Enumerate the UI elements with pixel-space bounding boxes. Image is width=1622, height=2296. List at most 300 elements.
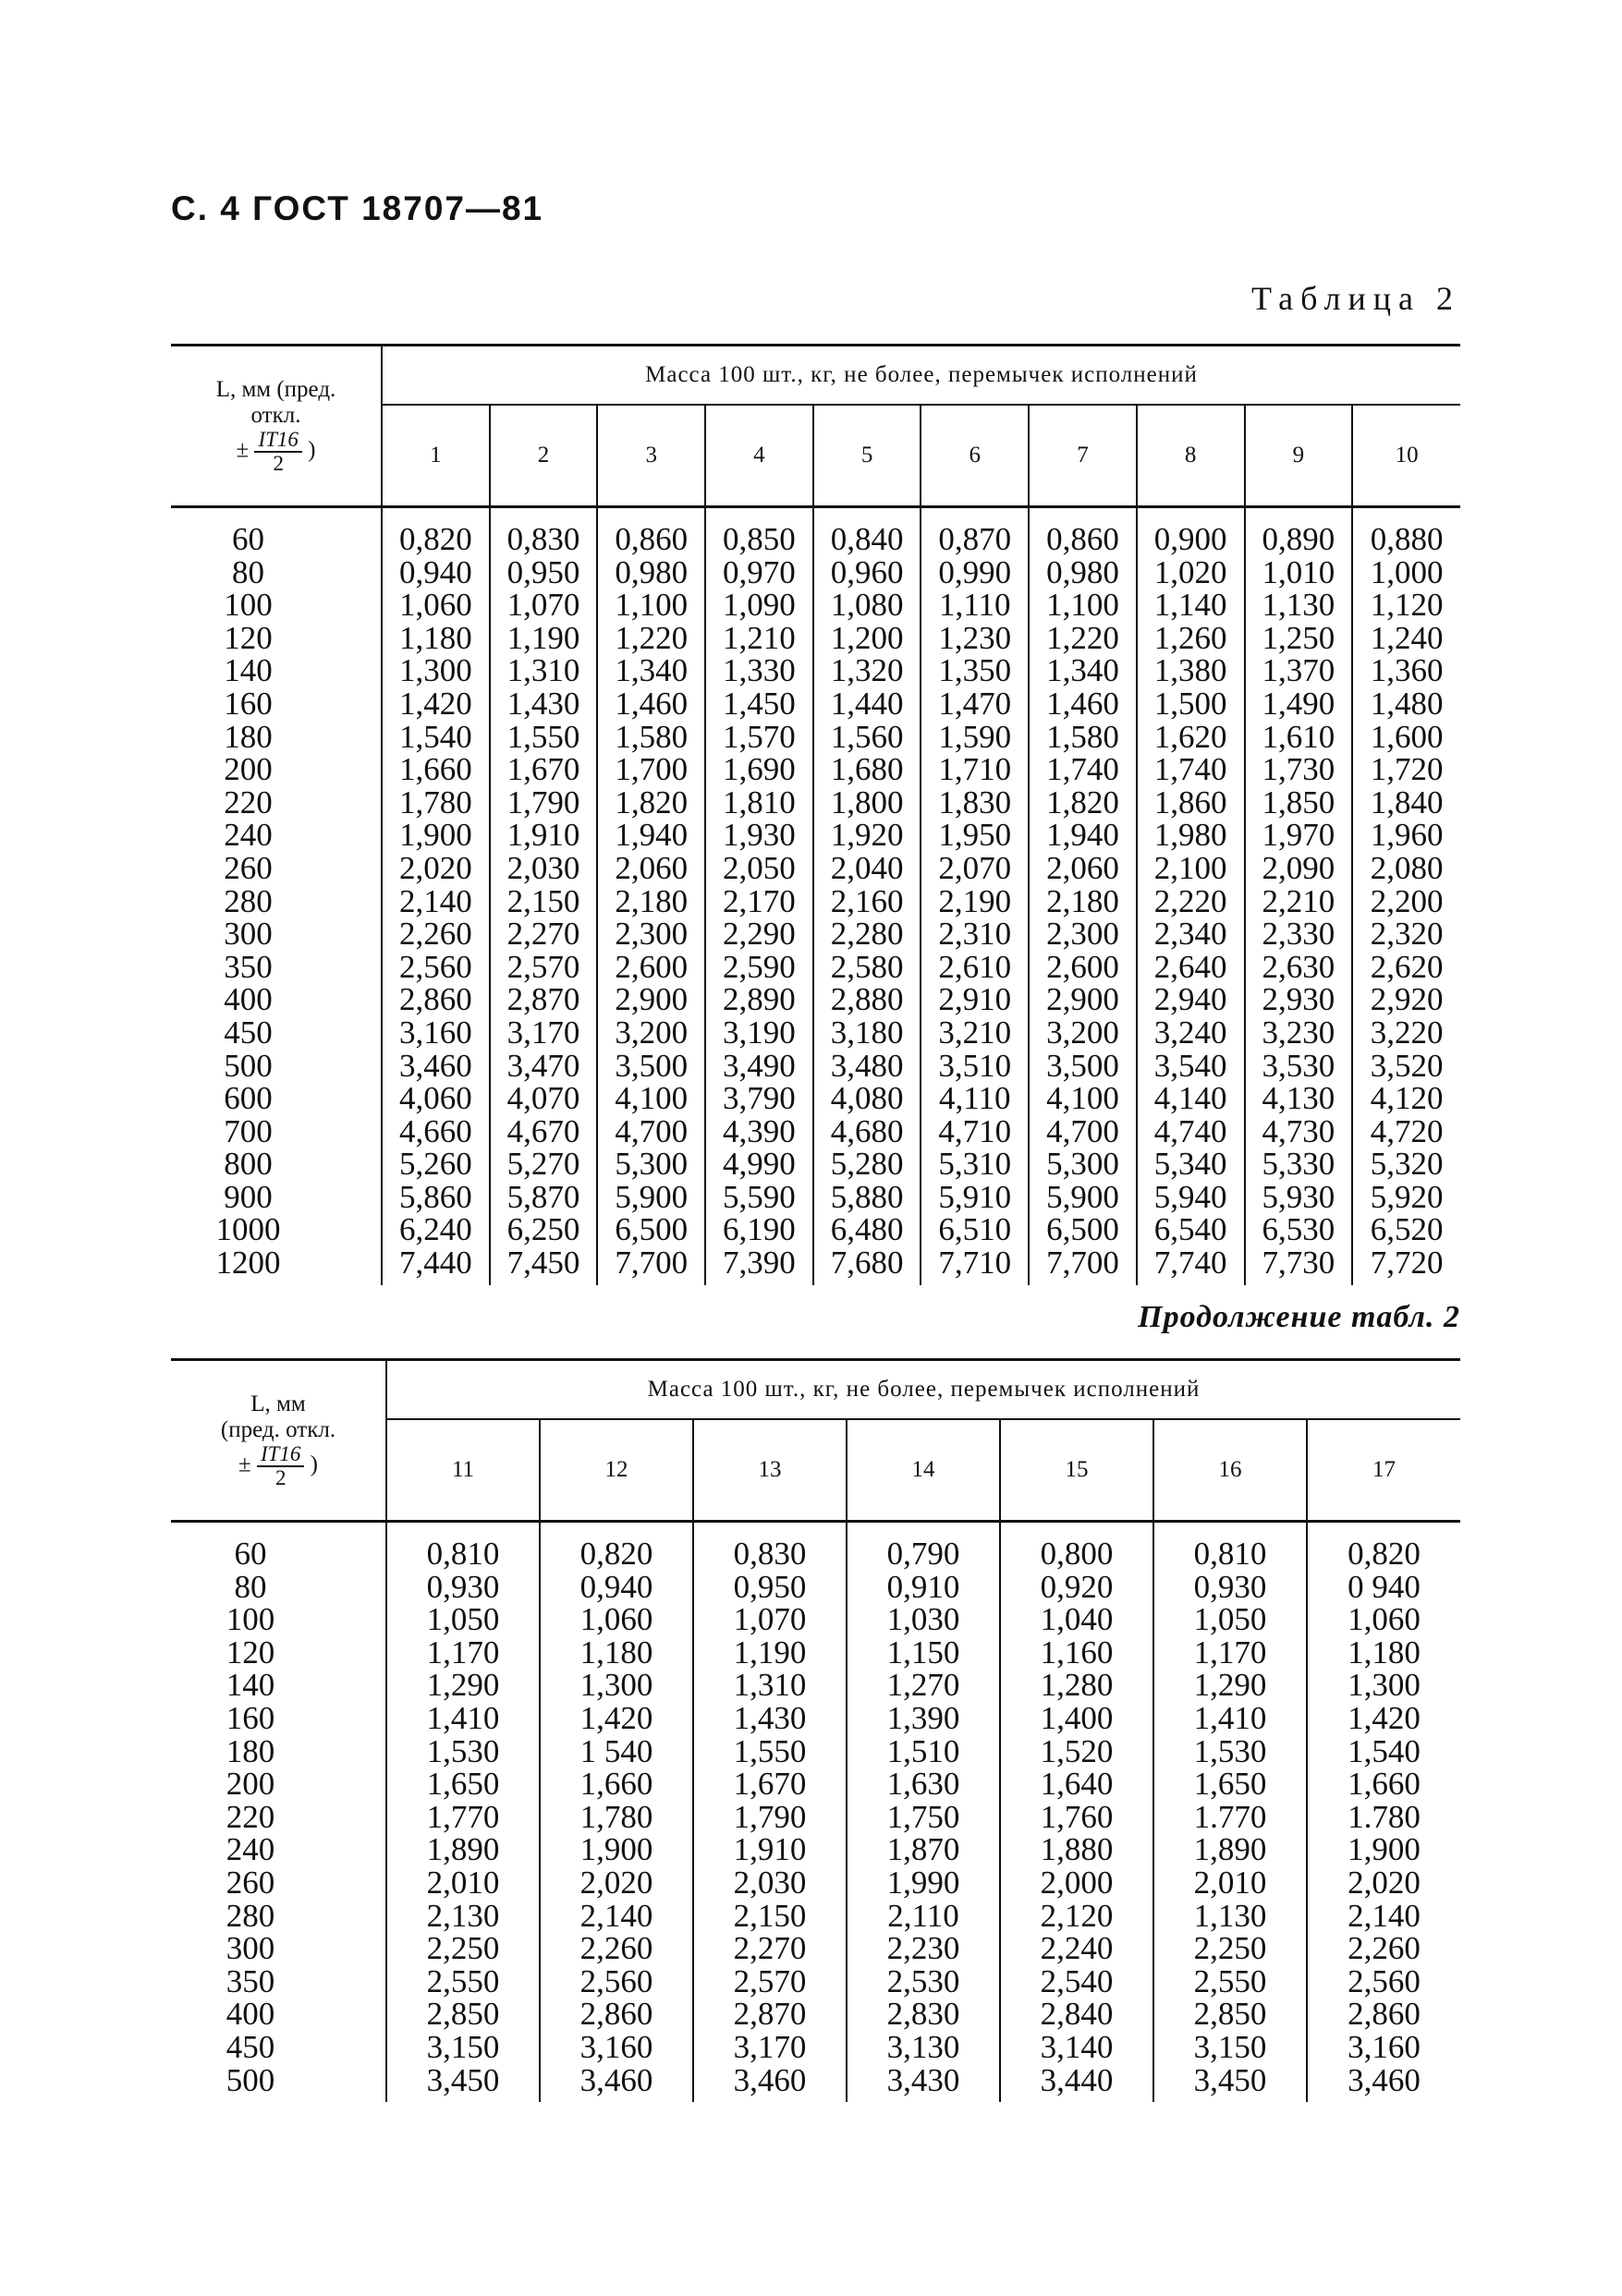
mass-cell: 0 940	[1348, 1568, 1421, 1605]
mass-cell: 3,130	[847, 2031, 1000, 2064]
length-cell: 450	[171, 1016, 382, 1050]
column-number-header: 12	[540, 1419, 693, 1522]
mass-cell: 0,860	[1029, 507, 1137, 556]
mass-cell: 3,500	[597, 1050, 705, 1083]
length-header-line2: (пред. откл.	[220, 1417, 336, 1442]
mass-cell: 0,840	[813, 507, 921, 556]
length-cell: 280	[171, 1900, 386, 1933]
mass-cell: 0,830	[490, 507, 598, 556]
mass-cell: 7,710	[921, 1246, 1029, 1285]
length-cell: 240	[171, 819, 382, 852]
mass-cell: 1,610	[1245, 721, 1353, 754]
mass-cell: 2,300	[597, 917, 705, 951]
mass-cell: 3,510	[921, 1050, 1029, 1083]
column-number-header: 8	[1137, 405, 1245, 507]
mass-cell: 1,410	[386, 1702, 540, 1735]
mass-cell: 0,990	[921, 556, 1029, 589]
mass-cell: 0,810	[1153, 1522, 1307, 1571]
length-cell: 80	[171, 556, 382, 589]
length-cell: 1200	[171, 1246, 382, 1285]
mass-cell: 2,250	[386, 1932, 540, 1965]
mass-cell: 0,820	[540, 1522, 693, 1571]
mass-cell: 0,920	[1000, 1571, 1153, 1604]
mass-cell: 2,860	[382, 983, 490, 1016]
length-cell: 600	[171, 1082, 382, 1115]
mass-cell: 4,110	[921, 1082, 1029, 1115]
mass-cell: 7,390	[705, 1246, 813, 1285]
mass-cell: 1,030	[847, 1603, 1000, 1636]
mass-cell: 1,660	[540, 1768, 693, 1801]
mass-cell: 0,960	[813, 556, 921, 589]
mass-cell: 1,020	[1137, 556, 1245, 589]
mass-cell: 1,850	[1245, 786, 1353, 820]
mass-cell: 1,060	[540, 1603, 693, 1636]
mass-cell: 1,050	[386, 1603, 540, 1636]
mass-cell: 1,340	[1029, 654, 1137, 687]
length-header-line1: L, мм (пред.	[215, 377, 336, 402]
length-cell: 120	[171, 1636, 386, 1670]
mass-cell: 1,950	[921, 819, 1029, 852]
length-header-line2: откл.	[250, 403, 301, 428]
mass-cell: 1,060	[382, 589, 490, 622]
mass-cell: 3,440	[1000, 2064, 1153, 2103]
table-row	[171, 1636, 1460, 1670]
mass-cell: 2,130	[386, 1900, 540, 1933]
mass-cell: 2,140	[382, 885, 490, 918]
mass-cell: 5,880	[813, 1181, 921, 1214]
mass-cell: 2,530	[847, 1965, 1000, 1998]
table-row	[171, 1801, 1460, 1834]
mass-cell: 2,600	[1029, 951, 1137, 984]
table-row	[171, 1603, 1460, 1636]
column-number-header: 15	[1000, 1419, 1153, 1522]
mass-cell: 1,780	[540, 1801, 693, 1834]
mass-cell: 6,530	[1245, 1213, 1353, 1246]
mass-cell: 1,660	[1348, 1766, 1421, 1803]
mass-cell: 2,010	[1153, 1866, 1307, 1900]
mass-cell: 3,490	[705, 1050, 813, 1083]
mass-cell: 4,120	[1370, 1080, 1444, 1117]
mass-cell: 1,540	[382, 721, 490, 754]
mass-cell: 5,900	[1029, 1181, 1137, 1214]
closing-paren: )	[310, 1452, 318, 1477]
mass-cell: 5,870	[490, 1181, 598, 1214]
mass-cell: 7,700	[1029, 1246, 1137, 1285]
mass-cell: 1,130	[1245, 589, 1353, 622]
mass-cell: 0,940	[540, 1571, 693, 1604]
length-cell: 260	[171, 852, 382, 885]
mass-cell: 1,060	[1348, 1601, 1421, 1638]
mass-cell: 1,840	[1370, 784, 1444, 820]
mass-header: Масса 100 шт., кг, не более, перемычек исполнений	[386, 1360, 1460, 1420]
mass-cell: 1,090	[705, 589, 813, 622]
mass-cell: 4,140	[1137, 1082, 1245, 1115]
mass-cell: 1,620	[1137, 721, 1245, 754]
mass-cell: 6,510	[921, 1213, 1029, 1246]
mass-cell: 4,070	[490, 1082, 598, 1115]
mass-cell: 1,920	[813, 819, 921, 852]
table-row	[171, 1050, 1460, 1083]
length-cell: 400	[171, 983, 382, 1016]
mass-cell: 7,450	[490, 1246, 598, 1285]
mass-cell: 1,180	[382, 622, 490, 655]
mass-cell: 7,680	[813, 1246, 921, 1285]
mass-cell: 1,960	[1370, 817, 1444, 854]
mass-cell: 5,330	[1245, 1148, 1353, 1181]
mass-cell: 2,270	[490, 917, 598, 951]
mass-cell: 2,300	[1029, 917, 1137, 951]
mass-cell: 4,710	[921, 1115, 1029, 1148]
mass-cell: 3,470	[490, 1050, 598, 1083]
mass-cell: 1,870	[847, 1833, 1000, 1866]
mass-cell: 2,020	[382, 852, 490, 885]
mass-cell: 3,460	[382, 1050, 490, 1083]
mass-cell: 1,910	[490, 819, 598, 852]
mass-cell: 2,140	[540, 1900, 693, 1933]
mass-cell: 2,610	[921, 951, 1029, 984]
mass-cell: 1,420	[540, 1702, 693, 1735]
table-row	[171, 1833, 1460, 1866]
mass-cell: 1,340	[597, 654, 705, 687]
mass-cell: 2,910	[921, 983, 1029, 1016]
mass-cell: 7,440	[382, 1246, 490, 1285]
mass-cell: 1,150	[847, 1636, 1000, 1670]
table1	[171, 344, 1460, 1285]
mass-cell: 0,970	[705, 556, 813, 589]
mass-cell: 2,080	[1370, 849, 1444, 886]
column-number-header: 11	[386, 1419, 540, 1522]
mass-cell: 1,010	[1245, 556, 1353, 589]
table-row	[171, 1115, 1460, 1148]
mass-cell: 3,790	[705, 1082, 813, 1115]
mass-cell: 1,690	[705, 753, 813, 786]
mass-cell: 1,200	[813, 622, 921, 655]
mass-cell: 2,240	[1000, 1932, 1153, 1965]
mass-cell: 0,870	[921, 507, 1029, 556]
length-cell: 180	[171, 721, 382, 754]
mass-cell: 2,020	[1348, 1864, 1421, 1901]
mass-cell: 1,550	[490, 721, 598, 754]
length-cell: 140	[171, 1669, 386, 1702]
mass-cell: 2,900	[597, 983, 705, 1016]
mass-cell: 4,700	[1029, 1115, 1137, 1148]
table-row	[171, 1148, 1460, 1181]
mass-cell: 1,490	[1245, 687, 1353, 721]
mass-cell: 3,450	[1153, 2064, 1307, 2103]
mass-cell: 1,040	[1000, 1603, 1153, 1636]
table-row	[171, 622, 1460, 655]
mass-cell: 5,900	[597, 1181, 705, 1214]
mass-cell: 4,080	[813, 1082, 921, 1115]
table-row	[171, 1016, 1460, 1050]
mass-cell: 1,430	[693, 1702, 847, 1735]
mass-cell: 1,820	[1029, 786, 1137, 820]
mass-cell: 1,670	[490, 753, 598, 786]
mass-cell: 2,570	[693, 1965, 847, 1998]
table-row	[171, 1998, 1460, 2031]
mass-cell: 3,150	[386, 2031, 540, 2064]
mass-cell: 1,240	[1370, 619, 1444, 656]
mass-cell: 1,790	[490, 786, 598, 820]
mass-cell: 2,890	[705, 983, 813, 1016]
mass-cell: 2,580	[813, 951, 921, 984]
mass-cell: 1,420	[382, 687, 490, 721]
mass-cell: 1,460	[1029, 687, 1137, 721]
length-header	[171, 346, 382, 507]
column-number-header: 17	[1307, 1419, 1460, 1522]
mass-cell: 2,170	[705, 885, 813, 918]
mass-cell: 3,190	[705, 1016, 813, 1050]
table-row	[171, 1082, 1460, 1115]
mass-cell: 2,090	[1245, 852, 1353, 885]
mass-cell: 0,950	[490, 556, 598, 589]
mass-cell: 2,260	[540, 1932, 693, 1965]
tolerance-sign: ±	[236, 437, 250, 463]
column-number-header: 1	[382, 405, 490, 507]
mass-cell: 2,550	[386, 1965, 540, 1998]
mass-cell: 2,860	[540, 1998, 693, 2031]
length-cell: 100	[171, 1603, 386, 1636]
table-row	[171, 1246, 1460, 1285]
mass-cell: 1,780	[382, 786, 490, 820]
table-row	[171, 1522, 1460, 1571]
table-row	[171, 786, 1460, 820]
mass-cell: 5,300	[1029, 1148, 1137, 1181]
mass-cell: 5,300	[597, 1148, 705, 1181]
length-cell: 350	[171, 1965, 386, 1998]
mass-cell: 3,520	[1370, 1047, 1444, 1084]
mass-cell: 6,520	[1370, 1211, 1444, 1248]
mass-cell: 2,920	[1370, 981, 1444, 1018]
mass-cell: 1,250	[1245, 622, 1353, 655]
mass-cell: 0,980	[1029, 556, 1137, 589]
mass-cell: 1,310	[490, 654, 598, 687]
fraction-denominator: 2	[274, 1466, 287, 1489]
table-row	[171, 2031, 1460, 2064]
mass-cell: 3,220	[1370, 1014, 1444, 1051]
mass-cell: 4,730	[1245, 1115, 1353, 1148]
length-cell: 60	[171, 1522, 386, 1571]
mass-cell: 1,750	[847, 1801, 1000, 1834]
mass-cell: 4,990	[705, 1148, 813, 1181]
mass-cell: 1,370	[1245, 654, 1353, 687]
mass-cell: 4,670	[490, 1115, 598, 1148]
mass-cell: 2,280	[813, 917, 921, 951]
mass-cell: 2,560	[382, 951, 490, 984]
mass-cell: 3,540	[1137, 1050, 1245, 1083]
mass-cell: 3,150	[1153, 2031, 1307, 2064]
mass-cell: 1,940	[597, 819, 705, 852]
mass-cell: 2,040	[813, 852, 921, 885]
length-cell: 240	[171, 1833, 386, 1866]
mass-cell: 1,170	[386, 1636, 540, 1670]
mass-cell: 1,800	[813, 786, 921, 820]
mass-cell: 2,020	[540, 1866, 693, 1900]
mass-cell: 1,230	[921, 622, 1029, 655]
mass-cell: 3,140	[1000, 2031, 1153, 2064]
mass-cell: 1.770	[1153, 1801, 1307, 1834]
mass-cell: 1,300	[382, 654, 490, 687]
mass-cell: 5,270	[490, 1148, 598, 1181]
mass-cell: 5,940	[1137, 1181, 1245, 1214]
mass-cell: 1,970	[1245, 819, 1353, 852]
mass-cell: 1,900	[382, 819, 490, 852]
length-header	[171, 1360, 386, 1522]
mass-cell: 0,830	[693, 1522, 847, 1571]
mass-cell: 1,270	[847, 1669, 1000, 1702]
length-cell: 700	[171, 1115, 382, 1148]
length-cell: 300	[171, 1932, 386, 1965]
mass-cell: 1,580	[597, 721, 705, 754]
mass-cell: 3,170	[693, 2031, 847, 2064]
mass-cell: 5,280	[813, 1148, 921, 1181]
table-row	[171, 687, 1460, 721]
mass-cell: 1,900	[1348, 1831, 1421, 1868]
mass-cell: 2,880	[813, 983, 921, 1016]
mass-cell: 0,980	[597, 556, 705, 589]
mass-cell: 2,260	[1348, 1930, 1421, 1967]
mass-cell: 5,590	[705, 1181, 813, 1214]
mass-cell: 3,460	[540, 2064, 693, 2103]
table-row	[171, 1669, 1460, 1702]
mass-cell: 6,480	[813, 1213, 921, 1246]
mass-cell: 4,100	[597, 1082, 705, 1115]
table-row	[171, 983, 1460, 1016]
table-row	[171, 1735, 1460, 1768]
table-row	[171, 1900, 1460, 1933]
mass-cell: 1,560	[813, 721, 921, 754]
mass-cell: 1,220	[1029, 622, 1137, 655]
table-row	[171, 917, 1460, 951]
mass-cell: 6,240	[382, 1213, 490, 1246]
mass-cell: 2,620	[1370, 948, 1444, 985]
table-row	[171, 721, 1460, 754]
mass-cell: 1,730	[1245, 753, 1353, 786]
mass-cell: 2,840	[1000, 1998, 1153, 2031]
table-row	[171, 507, 1460, 556]
mass-cell: 6,250	[490, 1213, 598, 1246]
length-cell: 300	[171, 917, 382, 951]
mass-cell: 1,190	[490, 622, 598, 655]
mass-cell: 1,520	[1000, 1735, 1153, 1768]
mass-cell: 6,500	[1029, 1213, 1137, 1246]
mass-cell: 2,270	[693, 1932, 847, 1965]
mass-cell: 1,120	[1370, 587, 1444, 624]
mass-cell: 5,320	[1370, 1146, 1444, 1183]
length-cell: 280	[171, 885, 382, 918]
fraction-numerator: IT16	[257, 1443, 304, 1467]
mass-cell: 1,190	[693, 1636, 847, 1670]
length-cell: 800	[171, 1148, 382, 1181]
mass-cell: 3,160	[540, 2031, 693, 2064]
column-number-header: 10	[1352, 405, 1460, 507]
mass-cell: 2,600	[597, 951, 705, 984]
mass-cell: 2,250	[1153, 1932, 1307, 1965]
mass-cell: 6,540	[1137, 1213, 1245, 1246]
mass-cell: 0,850	[705, 507, 813, 556]
mass-cell: 1,650	[386, 1768, 540, 1801]
mass-cell: 2,870	[490, 983, 598, 1016]
mass-cell: 1 540	[540, 1735, 693, 1768]
mass-cell: 1,130	[1153, 1900, 1307, 1933]
length-cell: 260	[171, 1866, 386, 1900]
mass-cell: 1,670	[693, 1768, 847, 1801]
mass-cell: 2,070	[921, 852, 1029, 885]
mass-cell: 5,930	[1245, 1181, 1353, 1214]
mass-cell: 3,430	[847, 2064, 1000, 2103]
mass-cell: 1,140	[1137, 589, 1245, 622]
mass-cell: 1,580	[1029, 721, 1137, 754]
table-row	[171, 1965, 1460, 1998]
mass-cell: 1,890	[1153, 1833, 1307, 1866]
mass-cell: 0,940	[382, 556, 490, 589]
mass-cell: 3,180	[813, 1016, 921, 1050]
length-cell: 100	[171, 589, 382, 622]
mass-cell: 2,030	[490, 852, 598, 885]
mass-cell: 1,430	[490, 687, 598, 721]
table-row	[171, 589, 1460, 622]
mass-cell: 5,260	[382, 1148, 490, 1181]
table2-caption: Продолжение табл. 2	[1138, 1300, 1460, 1334]
mass-cell: 7,720	[1370, 1245, 1444, 1282]
mass-cell: 1,410	[1153, 1702, 1307, 1735]
mass-cell: 1,710	[921, 753, 1029, 786]
mass-cell: 1,300	[540, 1669, 693, 1702]
mass-cell: 5,860	[382, 1181, 490, 1214]
mass-cell: 2,180	[1029, 885, 1137, 918]
mass-cell: 3,200	[1029, 1016, 1137, 1050]
mass-cell: 1,790	[693, 1801, 847, 1834]
mass-cell: 2,140	[1348, 1897, 1421, 1934]
mass-cell: 2,150	[490, 885, 598, 918]
length-cell: 160	[171, 687, 382, 721]
mass-cell: 1,100	[1029, 589, 1137, 622]
mass-cell: 3,160	[1348, 2028, 1421, 2065]
mass-cell: 0,890	[1245, 507, 1353, 556]
mass-cell: 1,290	[386, 1669, 540, 1702]
mass-cell: 1,290	[1153, 1669, 1307, 1702]
mass-cell: 2,260	[382, 917, 490, 951]
closing-paren: )	[308, 437, 316, 463]
mass-cell: 2,940	[1137, 983, 1245, 1016]
length-cell: 80	[171, 1571, 386, 1604]
mass-cell: 1,360	[1370, 652, 1444, 689]
mass-cell: 1,900	[540, 1833, 693, 1866]
mass-cell: 1,550	[693, 1735, 847, 1768]
mass-cell: 7,740	[1137, 1246, 1245, 1285]
mass-cell: 1,890	[386, 1833, 540, 1866]
mass-cell: 1,110	[921, 589, 1029, 622]
mass-cell: 2,340	[1137, 917, 1245, 951]
length-cell: 60	[171, 507, 382, 556]
mass-cell: 2,850	[1153, 1998, 1307, 2031]
table-row	[171, 1768, 1460, 1801]
mass-cell: 2,200	[1370, 882, 1444, 919]
mass-cell: 1,880	[1000, 1833, 1153, 1866]
mass-cell: 0,930	[386, 1571, 540, 1604]
column-number-header: 3	[597, 405, 705, 507]
mass-cell: 2,590	[705, 951, 813, 984]
mass-cell: 0,810	[386, 1522, 540, 1571]
mass-cell: 4,390	[705, 1115, 813, 1148]
mass-cell: 0,790	[847, 1522, 1000, 1571]
length-cell: 350	[171, 951, 382, 984]
mass-cell: 2,230	[847, 1932, 1000, 1965]
mass-cell: 4,660	[382, 1115, 490, 1148]
mass-cell: 1,070	[693, 1603, 847, 1636]
mass-cell: 3,200	[597, 1016, 705, 1050]
mass-cell: 1,260	[1137, 622, 1245, 655]
